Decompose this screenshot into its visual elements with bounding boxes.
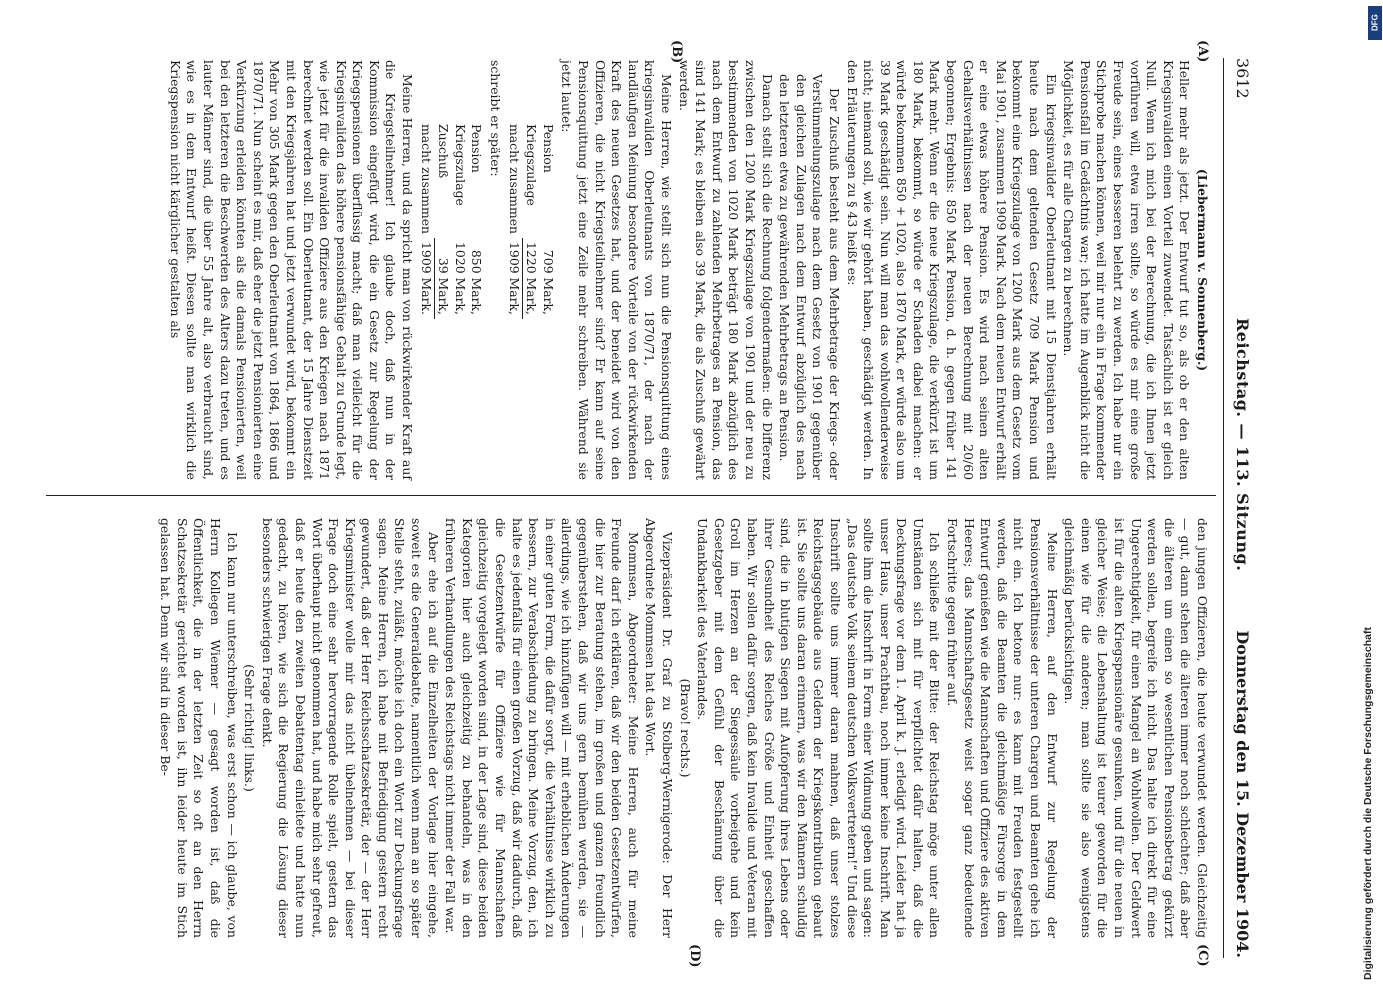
- table-label: Pension: [540, 124, 556, 173]
- pension-table-current: [505, 120, 556, 319]
- applause-note: (Bravo! rechts.): [677, 678, 693, 778]
- table-sum-value: 1909 Mark.: [417, 238, 434, 319]
- page-header: [1226, 58, 1252, 958]
- column-divider: [46, 495, 1216, 496]
- applause-note: (Sehr richtig! links.): [242, 664, 258, 792]
- session-date: Donnerstag den 15. Dezember 1904.: [1233, 630, 1252, 958]
- quotation: Der Zuschuß besteht aus dem Mehrbetrage der Kriegs- oder Verstümmelungszulage nach dem Gesetz von 1901 gegenüber den gleichen Zulagen nach dem Entwurf abzüglich des nach den letzteren etwa zu gewährenden Mehrbetrags an Pension.: [777, 74, 842, 480]
- paragraph: Danach stellt sich die Rechnung folgendermaßen: die Differenz zwischen den 1200 Mark Kriegszulage von 1901 und der neu zu bestimmenden von 1020 Mark beträgt 180 Mark abzüglich des nach dem Entwurf zu zahlenden Mehrbetrages an Pension, das sind 141 Mark; es bleiben also 39 Mark, die als Zuschuß gewährt werden.: [676, 60, 775, 480]
- paragraph: Aber ehe ich auf die Einzelheiten der Vorlage hier eingehe, soweit es die Generaldebatte, namentlich wenn man an so später Stelle steht, zuläßt, möchte ich doch ein Wort zur Deckungsfrage sagen. Meine Herren, ich habe mit Befriedigung gestern recht gewundert, daß der Herr Reichsschatzsekretär, der — der Herr Kriegsminister wolle mir das nicht übelnehmen — bei dieser Frage doch eine sehr hervorragende Rolle spielt, gestern das Wort überhaupt nicht genommen hat, und habe mich sehr gefreut, daß er heute den zweiten Debattentag einleitete und hatte nun gedacht, zu hören, wie sich die Regierung die Lösung dieser besonders schwierigen Frage denkt.: [259, 518, 441, 938]
- table-value: 1020 Mark,: [452, 242, 468, 315]
- paragraph: Meine Herren, auf den Entwurf zur Regelung der Pensionsverhältnisse der unteren Chargen und Beamten gehe ich nicht ein. Ich betone nur: es kann mit Freuden festgestellt werden, daß die Beamten die gleichmäßige Fürsorge in dem Entwurf genießen wie die Mannschaften und Offiziere des aktiven Heeres; das Mannschaftsgesetz weist sogar ganz bedeutende Fortschritte gegen früher auf.: [945, 518, 1060, 938]
- margin-marker-d: (D): [687, 944, 702, 968]
- margin-marker-c: (C): [1195, 944, 1210, 967]
- paragraph: schreibt er später:: [488, 60, 504, 177]
- paragraph: Ich schließe mit der Bitte: der Reichstag möge unter allen Umständen sich mit für verpflichtet dafür halten, daß die Deckungsfrage vor dem 1. April k. J. erledigt wird. Leider hat ja unser Haus, unser Prachtbau, noch immer keine Inschrift. Man sollte ihm die Inschrift in Form einer Widmung geben und sagen: „Das deutsche Volk seinem deutschen Volksvertretern!“ Und diese Inschrift sollte uns immer daran mahnen, daß unser stolzes Reichstagsgebäude aus Geldern der Kriegskontribution gebaut ist. Sie sollte uns daran erinnern, was wir den Männern schuldig sind, die in blutigen Siegen mit Aufopferung ihres Lebens oder ihrer Gesundheit des Reiches Größe und Einheit geschaffen haben. Wir sollen dafür sorgen, daß kein Invalide und Veteran mit Groll im Herzen an der Siegessäule vorbeigehe und kein Gesetzgeber mit dem Gefühl der Beschämung über die Undankbarkeit des Vaterlandes.: [695, 518, 943, 938]
- text-column-right: [156, 518, 1210, 938]
- margin-marker-b: (B): [669, 40, 684, 64]
- table-value: 1220 Mark,: [524, 242, 540, 315]
- paragraph: Meine Herren, und da spricht man von rückwirkender Kraft auf die Kriegsteilnehmer! Ich glaube doch, daß nun in der Kommission eingefügt wird, die ein Gesetz zur Regelung der Kriegspensionen überflüssig macht; daß man vielleicht für die Kriegsinvaliden das höhere pensionsfähige Gehalt zu Grunde legt, wie jetzt für die invaliden Offiziere aus den Kriegen nach 1871 berechnet werden soll. Ein Oberleutnant, der 15 Jahre Dienstzeit mit den Kriegsjahren hat und jetzt verwundet wird, bekommt ein Mehr von 305 Mark gegen den Oberleutnant von 1864, 1866 und 1870/71. Nun scheint es mir, daß eher die jetzt Pensionierten eine Verkürzung erleiden könnten als die damals Pensionierten, weil bei den letzteren die Beschwerden des Alters dazu treten, und es lauter Männer sind, die über 55 Jahre alt, also verbraucht sind, wie es in dem Entwurf heißt. Diesen sollte man wirklich die Kriegspension nicht kärglicher gestalten als: [167, 60, 416, 480]
- session-title: Reichstag. — 113. Sitzung.: [1233, 318, 1252, 572]
- paragraph: Mommsen, Abgeordneter: Meine Herren, auch für meine Freunde darf ich erklären, daß wir den beiden Gesetzentwürfen, die hier zur Beratung stehen, im großen und ganzen freundlich gegenüberstehen, daß wir uns gern bemühen werden, sie — allerdings, wie ich hinzufügen will — mit erheblichen Änderungen in einer guten Form, die dafür sorgt, die Verhältnisse wirklich zu bessern, zur Verabschiedung zu bringen. Meine Vorzug, den, ich halte es jedenfalls für einen großen Vorzug, daß wir dadurch, daß die Gesetzentwürfe für Offiziere wie für Mannschaften gleichzeitig vorgelegt worden sind, in der Lage sind, diese beiden Kategorien hier auch gleichzeitig zu behandeln, was in den früheren Verhandlungen des Reichstags nicht immer der Fall war.: [443, 518, 641, 938]
- paragraph: Meine Herren, wie stellt sich nun die Pensionsquittung eines kriegsinvaliden Oberleutnants von 1870/71, der nach der landläufigen Meinung besondere Vorteile von der rückwirkenden Kraft des neuen Gesetzes hat, und der beneidet wird von den Offizieren, die nicht Kriegsteilnehmer sind? Er kann auf seine Pensionsquittung jetzt eine Zeile mehr schreiben. Während sie jetzt lautet:: [559, 60, 674, 480]
- dfg-logo: DFG: [1368, 6, 1382, 40]
- table-value: 39 Mark,: [436, 257, 452, 315]
- pension-table-future: [417, 120, 484, 319]
- table-label: Zuschuß: [436, 124, 452, 179]
- margin-marker-a: (A): [1195, 40, 1210, 63]
- paragraph: Ein kriegsinvalider Oberleutnant mit 15 Dienstjahren erhält heute nach dem geltenden Gesetz 709 Mark Pension und bekommt eine Kriegszulage von 1200 Mark aus dem Gesetz vom Mai 1901, zusammen 1909 Mark. Nach dem neuen Entwurf erhält er eine etwas höhere Pension. Es wird nach seinen alten Gehaltsverhältnissen nach der neuen Berechnung mit 20/60 begonnen; Ergebnis: 850 Mark Pension, d. h. gegen früher 141 Mark mehr. Wenn er die neue Kriegszulage, die verkürzt ist um 180 Mark, bekommt, so würde er Schaden dabei machen: er würde bekommen 850 + 1020, also 1870 Mark, er würde also um 39 Mark geschädigt sein. Nun will man das wohlwollenderweise nicht; niemand soll, wie wir gehört haben, geschädigt werden. In den Erläuterungen zu § 43 heißt es:: [844, 60, 1059, 480]
- paragraph: Heller mehr als jetzt. Der Entwurf tut so, als ob er den alten Kriegsinvaliden einen Vorteil zuwendet. Tatsächlich ist er gleich Null. Wenn ich mich bei der Berechnung, die ich Ihnen jetzt vorführen will, etwa irren sollte, so würde es mir eine große Freude sein, eines besseren belehrt zu werden. Ich habe nur ein Stichprobe machen können, weil mir nur ein in Frage kommender Pensionsfall im Gedächtnis war; ich hatte im Augenblick nicht die Möglichkeit, es für alle Chargen zu berechnen.: [1061, 60, 1193, 480]
- table-label: Pension: [469, 124, 485, 173]
- paragraph: den jungen Offizieren, die heute verwundet werden. Gleichzeitig — gut, dann stehen die älteren immer noch schlechter; daß aber die älteren um einen so wesentlichen Pensionsbetrag gekürzt werden sollen, begreife ich nicht. Das halte ich direkt für eine Ungerechtigkeit, für einen Mangel an Wohlwollen. Der Geldwert ist für die alten Kriegspensionäre gesunken, und für die neuen in gleicher Weise; die Lebenshaltung ist teurer geworden für die einen wie für die anderen; man sollte sie also wenigstens gleichmäßig berücksichtigen.: [1062, 518, 1210, 938]
- table-value: 850 Mark,: [469, 249, 485, 315]
- table-label: Kriegszulage: [524, 124, 539, 206]
- header-rule: [1223, 58, 1224, 958]
- text-column-left: [165, 60, 1210, 480]
- table-value: 709 Mark,: [540, 249, 556, 315]
- table-label: Kriegszulage: [452, 124, 468, 206]
- page-number: 3612: [1233, 58, 1252, 99]
- speaker-line: (Liebermann v. Sonnenberg.): [1195, 168, 1210, 372]
- vice-president-line: Vizepräsident Dr. Graf zu Stolberg-Wernigerode: Der Herr Abgeordnete Mommsen hat das Wort.: [643, 518, 675, 938]
- table-sum-label: macht zusammen: [506, 124, 522, 235]
- rotated-page: [6, 0, 1306, 1000]
- table-sum-label: macht zusammen: [418, 124, 434, 235]
- paragraph: Ich kann nur unterschreiben, was erst schon — ich glaube, von Herrn Kollegen Wiemer — gesagt worden ist, daß die Öffentlichkeit, die in der letzten Zeit so oft an den Herrn Schatzsekretär gerichtet worden ist, ihn leider heute im Stich gelassen hat. Denn wir sind in dieser Be-: [158, 518, 240, 938]
- table-sum-value: 1909 Mark,: [505, 238, 522, 319]
- digitization-credit: Digitalisierung gefördert durch die Deutsche Forschungsgemeinschaft: [1362, 627, 1374, 980]
